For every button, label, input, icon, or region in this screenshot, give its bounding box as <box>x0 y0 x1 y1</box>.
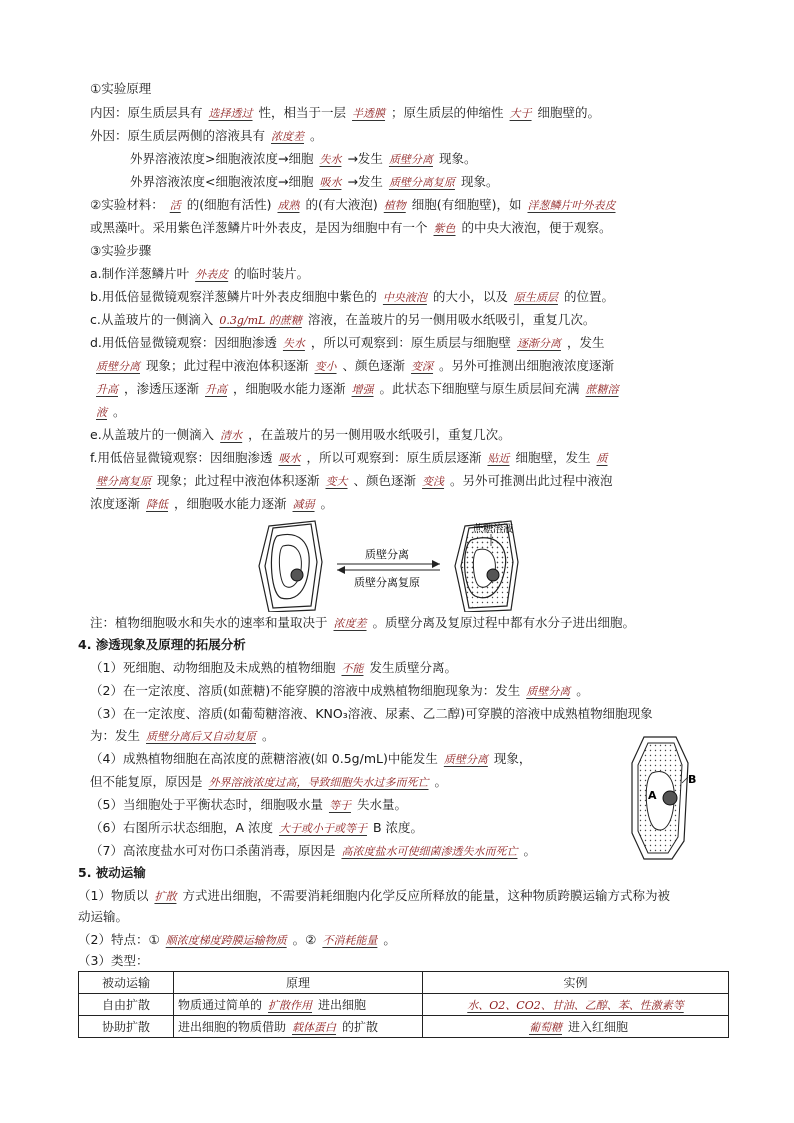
answer-blank: 大于 <box>509 107 532 120</box>
answer-blank: 变小 <box>314 360 337 373</box>
section-5-title: 5. 被动运输 <box>78 865 146 880</box>
note-line: 注：植物细胞吸水和失水的速率和量取决于 浓度差 。质壁分离及复原过程中都有水分子进出细胞。 <box>90 615 636 630</box>
answer-blank: 半透膜 <box>352 107 386 120</box>
step-c: c.从盖玻片的一侧滴入 0.3g/mL 的蔗糖 溶液，在盖玻片的另一侧用吸水纸吸引，重复几次。 <box>90 312 596 327</box>
answer-blank: 吸水 <box>319 176 342 189</box>
table-row <box>79 994 729 1016</box>
table-header: 原理 <box>174 972 423 994</box>
plasmolysis-figure <box>255 520 535 612</box>
answer-blank: 水、O2、CO2、甘油、乙醇、苯、性激素等 <box>467 998 684 1012</box>
answer-blank: 植物 <box>383 199 406 212</box>
step-f-line-1: f.用低倍显微镜观察：因细胞渗透 吸水 ，所以可观察到：原生质层逐渐 贴近 细胞壁，发生 质 <box>90 447 614 470</box>
table-cell: 协助扩散 <box>79 1016 174 1038</box>
label-b: B <box>688 773 697 786</box>
sec5-p3: （3）类型： <box>78 953 149 968</box>
steps-title: ③实验步骤 <box>90 243 152 258</box>
step-b: b.用低倍显微镜观察洋葱鳞片叶外表皮细胞中紫色的 中央液泡 的大小，以及 原生质层 的位置。 <box>90 289 614 304</box>
sec4-item-3-line-2: 为：发生 质壁分离后又自动复原 。 <box>90 728 275 743</box>
table-cell: 自由扩散 <box>79 994 174 1016</box>
process-arrows <box>337 547 440 589</box>
answer-blank: 质壁分离 <box>443 753 488 766</box>
sec4-item-5: （5）当细胞处于平衡状态时，细胞吸水量 等于 失水量。 <box>90 797 407 812</box>
answer-blank: 壁分离复原 <box>96 475 151 488</box>
answer-blank: 贴近 <box>487 452 510 465</box>
passive-transport-table <box>78 971 729 1038</box>
answer-blank: 扩散 <box>154 890 177 903</box>
answer-blank: 质壁分离 <box>526 685 571 698</box>
step-d-line-1: d.用低倍显微镜观察：因细胞渗透 失水 ，所以可观察到：原生质层与细胞壁 逐渐分离 ，发生 <box>90 335 605 350</box>
answer-blank: 浓度差 <box>271 130 305 143</box>
step-d-line-3: 升高 ，渗透压逐渐 升高 ，细胞吸水能力逐渐 增强 。此状态下细胞壁与原生质层间充满 蔗糖溶 <box>90 378 625 401</box>
answer-blank: 逐渐分离 <box>516 337 561 350</box>
sec4-item-3-line-1: （3）在一定浓度、溶质(如葡萄糖溶液、KNO₃溶液、尿素、乙二醇)可穿膜的溶液中成熟植物细胞现象 <box>90 706 653 721</box>
answer-blank: 升高 <box>205 383 228 396</box>
table-cell <box>423 994 729 1016</box>
answer-blank: 增强 <box>351 383 374 396</box>
table-cell: 葡萄糖 进入红细胞 <box>423 1016 729 1038</box>
answer-blank: 选择透过 <box>208 107 253 120</box>
sec4-item-1: （1）死细胞、动物细胞及未成熟的植物细胞 不能 发生质壁分离。 <box>90 660 457 675</box>
step-a: a.制作洋葱鳞片叶 外表皮 的临时装片。 <box>90 266 310 281</box>
step-d-line-2: 质壁分离 现象；此过程中液泡体积逐渐 变小 、颜色逐渐 变深 。另外可推测出细胞液浓度逐渐 <box>90 355 614 378</box>
label-recovery: 质壁分离复原 <box>354 576 420 589</box>
table-cell: 物质通过简单的 扩散作用 进出细胞 <box>174 994 423 1016</box>
answer-blank: 蔗糖溶 <box>585 383 619 396</box>
answer-blank: 液 <box>96 406 107 419</box>
answer-blank: 减弱 <box>292 498 315 511</box>
materials-line-1: ②实验材料： 活 的(细胞有活性) 成熟 的(有大液泡) 植物 细胞(有细胞壁)，如 洋葱鳞片叶外表皮 <box>90 194 622 217</box>
answer-blank: 质壁分离 <box>388 153 433 166</box>
answer-blank: 载体蛋白 <box>292 1021 337 1034</box>
sec4-item-4-line-2: 但不能复原，原因是 外界溶液浓度过高，导致细胞失水过多而死亡 。 <box>90 774 448 789</box>
cell-ab-figure <box>618 733 714 863</box>
sec5-p2: （2）特点：① 顺浓度梯度跨膜运输物质 。② 不消耗能量 。 <box>78 932 396 947</box>
table-header: 被动运输 <box>79 972 174 994</box>
answer-blank: 紫色 <box>433 222 456 235</box>
answer-blank: 浓度差 <box>333 617 367 630</box>
step-f-line-2: 壁分离复原 现象；此过程中液泡体积逐渐 变大 、颜色逐渐 变浅 。另外可推测出此过程中液泡 <box>90 470 613 493</box>
answer-blank: 不能 <box>341 662 364 675</box>
sec5-p1-line-2: 动运输。 <box>78 909 129 924</box>
answer-blank: 变浅 <box>422 475 445 488</box>
table-row <box>79 1016 729 1038</box>
answer-blank: 变大 <box>325 475 348 488</box>
answer-blank: 失水 <box>282 337 305 350</box>
step-e: e.从盖玻片的一侧滴入 清水 ，在盖玻片的另一侧用吸水纸吸引，重复几次。 <box>90 427 511 442</box>
outer-cause-line: 外因：原生质层两侧的溶液具有 浓度差 。 <box>90 128 323 143</box>
answer-blank: 中央液泡 <box>382 291 427 304</box>
answer-blank: 失水 <box>319 153 342 166</box>
sec4-item-6: （6）右图所示状态细胞，A 浓度 大于或小于或等于 B 浓度。 <box>90 820 424 835</box>
sec5-p1-line-1: （1）物质以 扩散 方式进出细胞，不需要消耗细胞内化学反应所释放的能量，这种物质跨膜运输方式称为被 <box>78 888 670 903</box>
principle-title: ①实验原理 <box>90 81 152 96</box>
answer-blank: 质壁分离 <box>96 360 140 373</box>
answer-blank: 大于或小于或等于 <box>278 822 367 835</box>
sec4-item-2: （2）在一定浓度、溶质(如蔗糖)不能穿膜的溶液中成熟植物细胞现象为：发生 质壁分离 。 <box>90 683 589 698</box>
answer-blank: 洋葱鳞片叶外表皮 <box>527 199 616 212</box>
table-cell: 进出细胞的物质借助 载体蛋白 的扩散 <box>174 1016 423 1038</box>
cell-plasmolyzed <box>259 521 322 612</box>
step-d-line-4: 液 。 <box>90 401 126 424</box>
answer-blank: 降低 <box>146 498 169 511</box>
answer-blank: 质壁分离后又自动复原 <box>146 730 257 743</box>
cell-recovered <box>455 521 518 612</box>
section-4-title: 4. 渗透现象及原理的拓展分析 <box>78 637 246 652</box>
answer-blank: 不消耗能量 <box>322 934 378 947</box>
answer-blank: 扩散作用 <box>268 999 313 1012</box>
condition-hypertonic: 外界溶液浓度>细胞液浓度→细胞 失水 →发生 质壁分离 现象。 <box>130 151 477 166</box>
answer-blank: 质 <box>596 452 608 465</box>
answer-blank: 0.3g/mL 的蔗糖 <box>219 314 302 327</box>
answer-blank: 变深 <box>411 360 434 373</box>
answer-blank: 高浓度盐水可使细菌渗透失水而死亡 <box>341 845 518 858</box>
answer-blank: 清水 <box>220 429 243 442</box>
table-header-row <box>79 972 729 994</box>
answer-blank: 外界溶液浓度过高，导致细胞失水过多而死亡 <box>208 776 429 789</box>
inner-cause-line: 内因：原生质层具有 选择透过 性，相当于一层 半透膜 ；原生质层的伸缩性 大于 细胞壁的。 <box>90 105 601 120</box>
answer-blank: 活 <box>169 199 181 212</box>
sec4-item-4-line-1: （4）成熟植物细胞在高浓度的蔗糖溶液(如 0.5g/mL)中能发生 质壁分离 现象， <box>90 751 532 766</box>
answer-blank: 吸水 <box>278 452 301 465</box>
condition-hypotonic: 外界溶液浓度<细胞液浓度→细胞 吸水 →发生 质壁分离复原 现象。 <box>130 174 499 189</box>
answer-blank: 升高 <box>96 383 118 396</box>
materials-line-2: 或黑藻叶。采用紫色洋葱鳞片叶外表皮，是因为细胞中有一个 紫色 的中央大液泡，便于观察。 <box>90 220 612 235</box>
table-header: 实例 <box>423 972 729 994</box>
answer-blank: 原生质层 <box>513 291 558 304</box>
label-plasmolysis: 质壁分离 <box>365 548 409 561</box>
answer-blank: 成熟 <box>277 199 300 212</box>
label-sucrose-solution: 蔗糖溶液 <box>473 524 513 535</box>
answer-blank: 等于 <box>328 799 351 812</box>
sec4-item-7: （7）高浓度盐水可对伤口杀菌消毒，原因是 高浓度盐水可使细菌渗透失水而死亡 。 <box>90 843 536 858</box>
answer-blank: 葡萄糖 <box>528 1021 562 1034</box>
answer-blank: 外表皮 <box>195 268 229 281</box>
label-a: A <box>648 789 657 802</box>
answer-blank: 质壁分离复原 <box>388 176 455 189</box>
step-f-line-3: 浓度逐渐 降低 ，细胞吸水能力逐渐 减弱 。 <box>90 496 334 511</box>
answer-blank: 顺浓度梯度跨膜运输物质 <box>165 934 287 947</box>
